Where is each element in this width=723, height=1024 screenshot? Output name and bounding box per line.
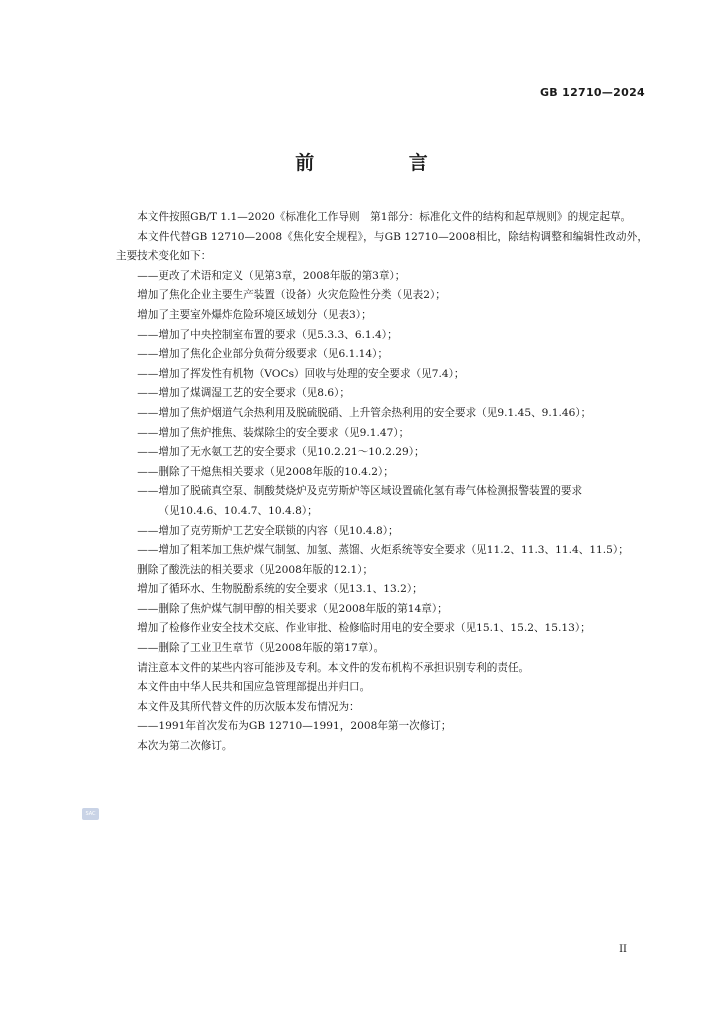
- change-item: 删除了酸洗法的相关要求（见2008年版的12.1）；: [137, 563, 374, 576]
- change-item: 增加了焦化企业主要生产装置（设备）火灾危险性分类（见表2）；: [137, 289, 446, 302]
- outro-paragraph: 请注意本文件的某些内容可能涉及专利。本文件的发布机构不承担识别专利的责任。: [137, 661, 530, 674]
- outro-paragraph: 本文件及其所代替文件的历次版本发布情况为：: [137, 700, 360, 713]
- page-title: 前 言: [295, 152, 472, 174]
- change-item: ——增加了中央控制室布置的要求（见5.3.3、6.1.4）；: [137, 328, 398, 341]
- page-number: II: [619, 944, 627, 955]
- change-item: ——增加了焦化企业部分负荷分级要求（见6.1.14）；: [137, 348, 389, 361]
- history-item: 本次为第二次修订。: [137, 740, 233, 753]
- change-item: ——增加了焦炉烟道气余热利用及脱硫脱硝、上升管余热利用的安全要求（见9.1.45、9.1.46）；: [137, 406, 592, 419]
- change-item-continuation: （见10.4.6、10.4.7、10.4.8）；: [158, 504, 318, 517]
- change-item: ——更改了术语和定义（见第3章，2008年版的第3章）；: [137, 269, 406, 282]
- outro-paragraph: 本文件由中华人民共和国应急管理部提出并归口。: [137, 681, 371, 694]
- change-item: 增加了循环水、生物脱酚系统的安全要求（见13.1、13.2）；: [137, 583, 423, 596]
- change-item: ——删除了焦炉煤气制甲醇的相关要求（见2008年版的第14章）；: [137, 602, 448, 615]
- change-item: ——增加了焦炉推焦、装煤除尘的安全要求（见9.1.47）；: [137, 426, 410, 439]
- change-item: ——增加了克劳斯炉工艺安全联锁的内容（见10.4.8）；: [137, 524, 399, 537]
- sac-watermark-logo: [82, 808, 99, 820]
- change-item: 增加了检修作业安全技术交底、作业审批、检修临时用电的安全要求（见15.1、15.2、15.13）；: [137, 622, 591, 635]
- change-item: [116, 482, 648, 521]
- standard-id: GB 12710—2024: [539, 86, 645, 99]
- change-item: ——增加了粗苯加工焦炉煤气制氢、加氢、蒸馏、火炬系统等安全要求（见11.2、11.3、11.4、11.5）；: [137, 544, 629, 557]
- change-item-text: ——增加了脱硫真空泵、制酸焚烧炉及克劳斯炉等区域设置硫化氢有毒气体检测报警装置的要求: [137, 485, 583, 498]
- change-item: ——增加了无水氨工艺的安全要求（见10.2.21～10.2.29）；: [137, 446, 425, 459]
- change-item: ——删除了干熄焦相关要求（见2008年版的10.4.2）；: [137, 465, 394, 478]
- history-item: ——1991年首次发布为GB 12710—1991，2008年第一次修订；: [137, 720, 452, 733]
- change-item: ——增加了挥发性有机物（VOCs）回收与处理的安全要求（见7.4）；: [137, 367, 465, 380]
- change-item: 增加了主要室外爆炸危险环境区域划分（见表3）；: [137, 308, 372, 321]
- intro-paragraph: 本文件按照GB/T 1.1—2020《标准化工作导则 第1部分：标准化文件的结构和起草规则》的规定起草。: [137, 211, 632, 223]
- watermark-text: SAC: [85, 811, 96, 817]
- document-body: [116, 208, 648, 757]
- intro-paragraph: 本文件代替GB 12710—2008《焦化安全规程》，与GB 12710—2008相比，除结构调整和编辑性改动外，主要技术变化如下：: [116, 230, 648, 263]
- change-item: ——删除了工业卫生章节（见2008年版的第17章）。: [137, 642, 385, 655]
- change-item: ——增加了煤调湿工艺的安全要求（见8.6）；: [137, 387, 351, 400]
